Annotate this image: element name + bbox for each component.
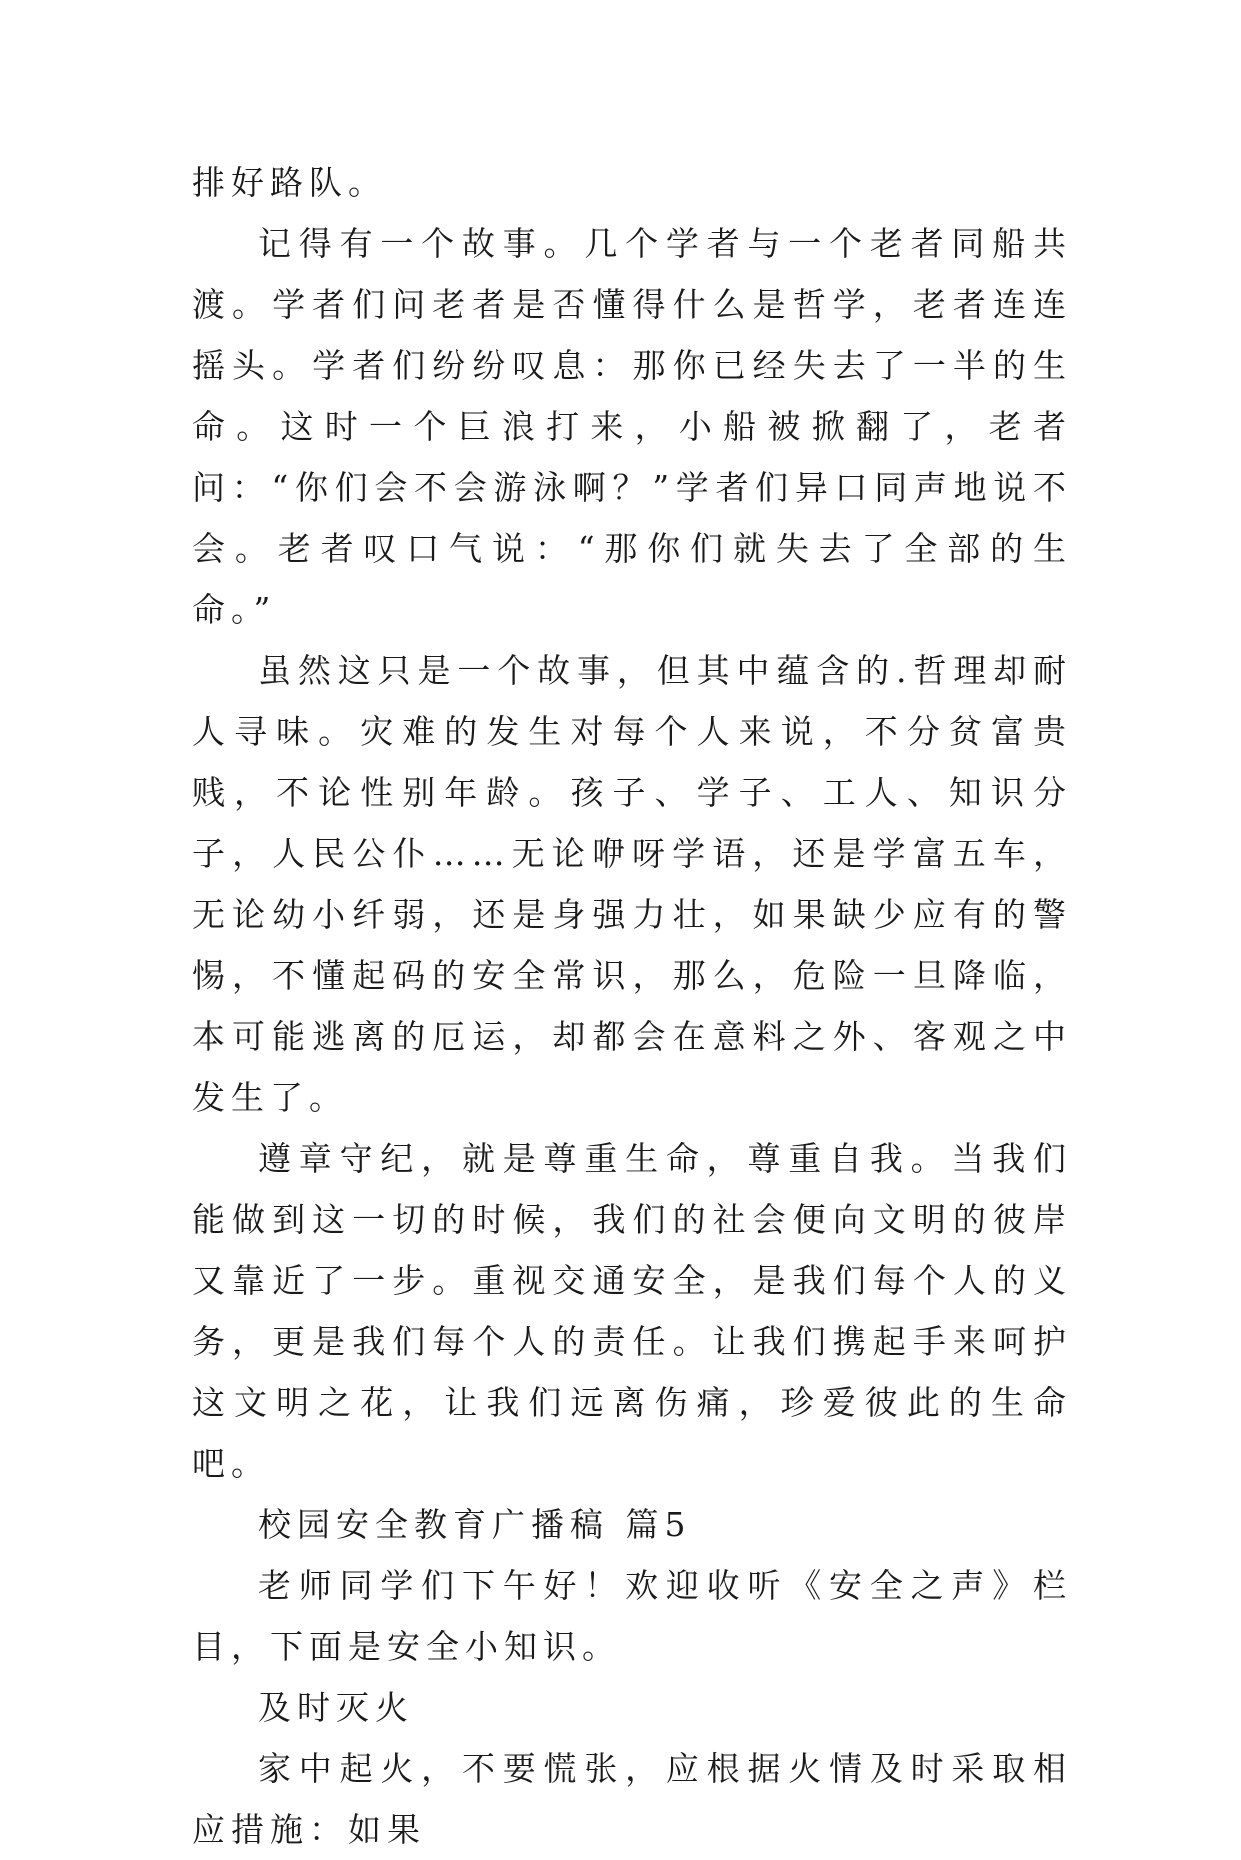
paragraph-1: 排好路队。 <box>192 163 387 202</box>
paragraph-5: 老师同学们下午好！欢迎收听《安全之声》栏目，下面是安全小知识。 <box>192 1566 1072 1666</box>
section-heading: 校园安全教育广播稿 篇5 <box>258 1505 692 1544</box>
subheading-fire: 及时灭火 <box>258 1688 414 1727</box>
document-body <box>192 152 1072 1860</box>
paragraph-3: 虽然这只是一个故事，但其中蕴含的.哲理却耐人寻味。灾难的发生对每个人来说，不分贫富贵贱，不论性别年龄。孩子、学子、工人、知识分子，人民公仆……无论咿呀学语，还是学富五车，无论幼小纤弱，还是身强力壮，如果缺少应有的警惕，不懂起码的安全常识，那么，危险一旦降临，本可能逃离的厄运，却都会在意料之外、客观之中发生了。 <box>192 651 1072 1117</box>
paragraph-6: 家中起火，不要慌张，应根据火情及时采取相应措施：如果 <box>192 1749 1072 1849</box>
paragraph-2: 记得有一个故事。几个学者与一个老者同船共渡。学者们问老者是否懂得什么是哲学，老者连连摇头。学者们纷纷叹息：那你已经失去了一半的生命。这时一个巨浪打来，小船被掀翻了，老者问：“你们会不会游泳啊？”学者们异口同声地说不会。老者叹口气说：“那你们就失去了全部的生命。” <box>192 224 1072 629</box>
paragraph-4: 遵章守纪，就是尊重生命，尊重自我。当我们能做到这一切的时候，我们的社会便向文明的彼岸又靠近了一步。重视交通安全，是我们每个人的义务，更是我们每个人的责任。让我们携起手来呵护这文明之花，让我们远离伤痛，珍爱彼此的生命吧。 <box>192 1139 1072 1483</box>
